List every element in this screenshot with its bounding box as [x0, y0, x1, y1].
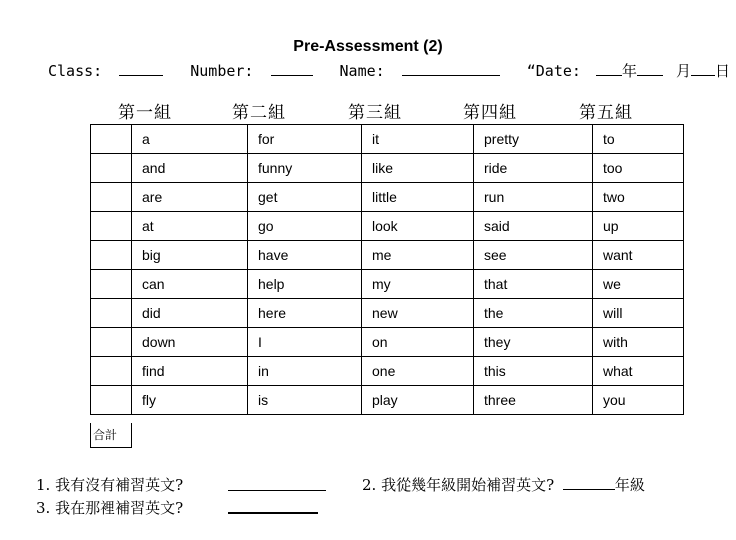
group-header-3: 第三組 [348, 103, 402, 123]
table-row [91, 241, 684, 270]
year-label: 年 [621, 62, 637, 80]
word-cell: and [132, 154, 248, 183]
score-cell[interactable] [91, 299, 132, 328]
word-cell: new [362, 299, 474, 328]
table-row [91, 212, 684, 241]
number-label: Number: [190, 62, 254, 80]
total-cell [90, 423, 132, 448]
word-cell: the [474, 299, 593, 328]
table-row [91, 328, 684, 357]
group-header-2: 第二組 [232, 103, 286, 123]
table-row [91, 386, 684, 415]
question-2 [362, 474, 645, 495]
question-1: 1. 我有沒有補習英文? [36, 476, 184, 494]
question-2-suffix: 年級 [614, 476, 645, 494]
word-cell: is [248, 386, 362, 415]
question-3: 3. 我在那裡補習英文? [36, 499, 184, 517]
word-cell: to [593, 125, 684, 154]
word-cell: see [474, 241, 593, 270]
word-cell: play [362, 386, 474, 415]
word-cell: pretty [474, 125, 593, 154]
word-cell: what [593, 357, 684, 386]
word-cell: run [474, 183, 593, 212]
word-cell: on [362, 328, 474, 357]
word-cell: have [248, 241, 362, 270]
table-row [91, 125, 684, 154]
table-row [91, 183, 684, 212]
month-label: 月 [676, 62, 692, 80]
word-cell: did [132, 299, 248, 328]
word-cell: in [248, 357, 362, 386]
word-cell: they [474, 328, 593, 357]
class-blank[interactable] [119, 61, 163, 76]
info-row [48, 60, 731, 81]
number-blank[interactable] [271, 61, 313, 76]
word-cell: ride [474, 154, 593, 183]
score-cell[interactable] [91, 154, 132, 183]
group-headers [90, 98, 690, 124]
word-cell: three [474, 386, 593, 415]
question-2-text: 2. 我從幾年級開始補習英文? [362, 476, 555, 494]
word-cell: find [132, 357, 248, 386]
word-cell: help [248, 270, 362, 299]
page-title: Pre-Assessment (2) [293, 38, 443, 55]
table-row [91, 154, 684, 183]
score-cell[interactable] [91, 328, 132, 357]
word-cell: funny [248, 154, 362, 183]
word-cell: like [362, 154, 474, 183]
word-cell: here [248, 299, 362, 328]
class-label: Class: [48, 62, 103, 80]
word-cell: down [132, 328, 248, 357]
total-label: 合計 [93, 428, 118, 442]
word-table [90, 124, 684, 415]
word-cell: that [474, 270, 593, 299]
day-blank[interactable] [691, 61, 715, 76]
name-label: Name: [339, 62, 385, 80]
word-cell: we [593, 270, 684, 299]
group-header-5: 第五組 [579, 103, 633, 123]
word-cell: little [362, 183, 474, 212]
word-cell: my [362, 270, 474, 299]
score-cell[interactable] [91, 241, 132, 270]
word-cell: me [362, 241, 474, 270]
word-cell: are [132, 183, 248, 212]
day-label: 日 [715, 62, 731, 80]
question-1-answer-line[interactable] [228, 490, 326, 491]
word-cell: will [593, 299, 684, 328]
word-cell: a [132, 125, 248, 154]
word-cell: this [474, 357, 593, 386]
word-cell: can [132, 270, 248, 299]
word-cell: fly [132, 386, 248, 415]
word-cell: at [132, 212, 248, 241]
word-cell: one [362, 357, 474, 386]
score-cell[interactable] [91, 357, 132, 386]
month-blank[interactable] [637, 61, 663, 76]
question-3-answer-line[interactable] [228, 512, 318, 514]
table-row [91, 299, 684, 328]
word-cell: want [593, 241, 684, 270]
word-cell: with [593, 328, 684, 357]
word-cell: you [593, 386, 684, 415]
word-cell: look [362, 212, 474, 241]
word-cell: said [474, 212, 593, 241]
word-cell: get [248, 183, 362, 212]
table-row [91, 357, 684, 386]
word-cell: two [593, 183, 684, 212]
score-cell[interactable] [91, 183, 132, 212]
score-cell[interactable] [91, 125, 132, 154]
word-cell: too [593, 154, 684, 183]
year-blank[interactable] [596, 61, 622, 76]
word-cell: go [248, 212, 362, 241]
question-2-answer-line[interactable] [563, 475, 615, 490]
word-cell: for [248, 125, 362, 154]
score-cell[interactable] [91, 270, 132, 299]
word-cell: it [362, 125, 474, 154]
score-cell[interactable] [91, 212, 132, 241]
name-blank[interactable] [402, 61, 500, 76]
group-header-1: 第一組 [118, 103, 172, 123]
word-cell: big [132, 241, 248, 270]
word-cell: up [593, 212, 684, 241]
date-label: “Date: [526, 62, 581, 80]
group-header-4: 第四組 [463, 103, 517, 123]
score-cell[interactable] [91, 386, 132, 415]
table-row [91, 270, 684, 299]
word-cell: I [248, 328, 362, 357]
